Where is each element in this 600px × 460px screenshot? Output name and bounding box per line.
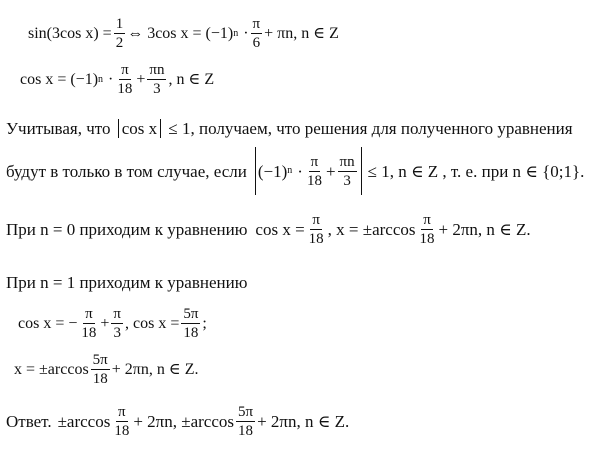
- fraction-pi-3: $\frac{\pi}{3}$: [113, 306, 121, 341]
- eq2-dot: ·: [108, 70, 114, 88]
- abs-bar-right: [361, 147, 362, 195]
- abs-bar-left: [255, 147, 256, 195]
- fraction-pi-18: $\frac{\pi}{18}$: [117, 62, 133, 97]
- eq2-tail: , n ∈ Z: [168, 70, 215, 88]
- equation-3: cos x = − $\frac{\pi}{18}$ + $\frac{\pi}{3}$ , cos x = $\frac{5\pi}{18}$ ;: [18, 306, 207, 341]
- answer-label: Ответ.: [6, 412, 52, 431]
- abs-expression: (−1) n · $\frac{\pi}{18}$ + $\frac{\pi n}{3}$: [257, 153, 355, 189]
- para2-text-a: будут в только в том случае, если: [6, 161, 247, 181]
- fraction-pin-3: $\frac{\pi n}{3}$: [149, 62, 165, 97]
- paragraph-4: [6, 274, 247, 291]
- fraction-pi-18: $\frac{\pi}{18}$: [306, 153, 322, 189]
- fraction-pi-18: $\frac{\pi}{18}$: [308, 212, 324, 247]
- fraction-one-half: $\frac{1}{2}$: [115, 16, 124, 51]
- equation-4: x = ±arccos $\frac{5\pi}{18}$ + 2πn, n ∈ Z.: [14, 352, 199, 387]
- equation-2: [20, 62, 214, 97]
- fraction-pi-18-second: $\frac{\pi}{18}$: [419, 212, 435, 247]
- equation-1: [28, 16, 339, 51]
- para2-text-b: ≤ 1, n ∈ Z , т. е. при n ∈ {0;1}.: [367, 161, 585, 181]
- eq2-lhs: cos x = (−1): [20, 70, 99, 88]
- fraction-pi-18: $\frac{\pi}{18}$: [114, 404, 130, 439]
- fraction-pi-6: $\frac{\pi}{6}$: [252, 16, 261, 51]
- eq1-exponent: n: [233, 27, 239, 39]
- fraction-pin-3: $\frac{\pi n}{3}$: [339, 153, 355, 189]
- abs-cos-x: cos x: [118, 119, 161, 138]
- paragraph-2: [6, 147, 584, 195]
- fraction-5pi-18: $\frac{5\pi}{18}$: [238, 404, 254, 439]
- answer-line: Ответ. ±arccos $\frac{\pi}{18}$ + 2πn, ±arccos $\frac{5\pi}{18}$ + 2πn, n ∈ Z.: [6, 404, 350, 439]
- eq1-mid: ⇔ 3cos x = (−1): [127, 24, 234, 42]
- eq1-tail: + πn, n ∈ Z: [264, 24, 339, 42]
- fraction-pi-18: $\frac{\pi}{18}$: [81, 306, 97, 341]
- eq1-lhs: sin(3cos x) =: [28, 24, 112, 42]
- eq2-plus: +: [136, 70, 146, 88]
- eq2-exponent: n: [98, 73, 104, 85]
- fraction-5pi-18: $\frac{5\pi}{18}$: [92, 352, 108, 387]
- fraction-5pi-18: $\frac{5\pi}{18}$: [183, 306, 199, 341]
- eq1-dot: ·: [243, 24, 249, 42]
- paragraph-1: [6, 120, 573, 137]
- para4-text: При n = 1 приходим к уравнению: [6, 273, 248, 292]
- para1-text-a: Учитывая, что: [6, 119, 111, 138]
- para3-text-a: При n = 0 приходим к уравнению: [6, 220, 248, 239]
- para1-text-b: ≤ 1, получаем, что решения для полученного уравнения: [168, 119, 573, 138]
- paragraph-3: При n = 0 приходим к уравнению cos x = $\frac{\pi}{18}$ , x = ±arccos $\frac{\pi}{18}$ + 2πn, n ∈ Z.: [6, 212, 531, 247]
